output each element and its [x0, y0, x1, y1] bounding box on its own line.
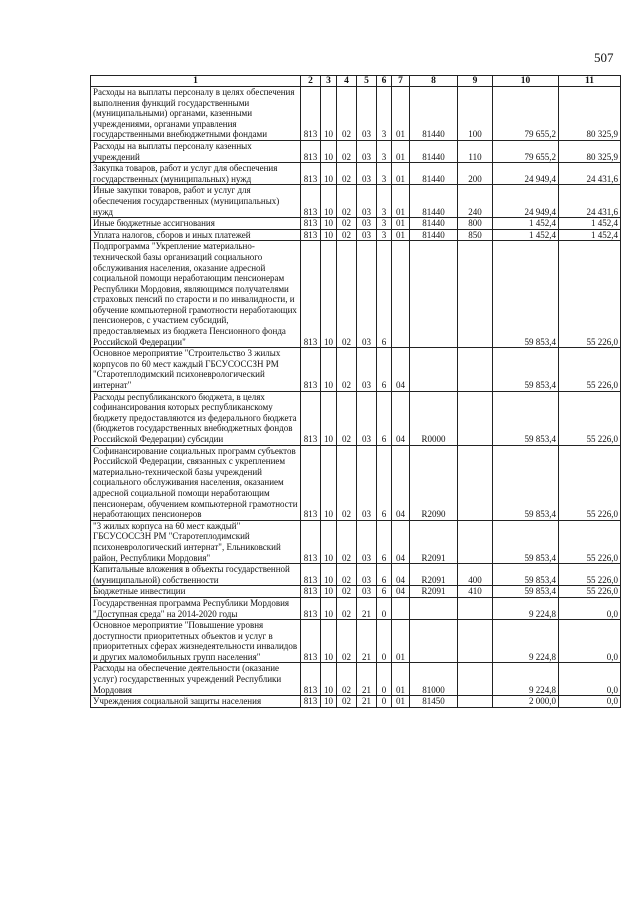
row-value-cell: 9 224,8 — [493, 663, 559, 696]
table-row — [91, 87, 621, 141]
row-value-cell: 813 — [301, 140, 321, 162]
row-value-cell: 03 — [357, 520, 377, 563]
budget-table — [90, 75, 621, 708]
table-row — [91, 391, 621, 445]
row-value-cell: 04 — [392, 564, 410, 586]
row-value-cell: 813 — [301, 696, 321, 708]
row-value-cell: 3 — [377, 163, 392, 185]
row-value-cell: 01 — [392, 140, 410, 162]
row-value-cell: 3 — [377, 140, 392, 162]
row-value-cell: 02 — [337, 218, 357, 230]
row-value-cell — [458, 696, 493, 708]
row-value-cell: 81440 — [410, 140, 458, 162]
row-value-cell: 813 — [301, 520, 321, 563]
row-value-cell: 9 224,8 — [493, 597, 559, 619]
row-value-cell: 813 — [301, 241, 321, 348]
row-value-cell: 10 — [321, 241, 337, 348]
row-value-cell: 24 949,4 — [493, 163, 559, 185]
row-value-cell: 24 431,6 — [559, 185, 621, 218]
table-row — [91, 140, 621, 162]
row-value-cell: 1 452,4 — [493, 229, 559, 241]
row-value-cell: 6 — [377, 564, 392, 586]
row-value-cell: 02 — [337, 163, 357, 185]
column-header: 1 — [91, 76, 301, 87]
row-value-cell: 813 — [301, 87, 321, 141]
table-row — [91, 564, 621, 586]
row-value-cell: 02 — [337, 229, 357, 241]
row-value-cell: 6 — [377, 445, 392, 520]
row-value-cell — [458, 348, 493, 391]
row-value-cell: 0 — [377, 597, 392, 619]
row-value-cell: 200 — [458, 163, 493, 185]
row-value-cell: 02 — [337, 564, 357, 586]
row-value-cell: 6 — [377, 391, 392, 445]
table-row — [91, 520, 621, 563]
row-value-cell: 813 — [301, 185, 321, 218]
row-value-cell: 55 226,0 — [559, 391, 621, 445]
row-name-cell: Иные бюджетные ассигнования — [91, 218, 301, 230]
table-row — [91, 163, 621, 185]
row-value-cell: 04 — [392, 348, 410, 391]
row-value-cell: 813 — [301, 663, 321, 696]
table-row — [91, 620, 621, 663]
row-value-cell: 55 226,0 — [559, 520, 621, 563]
row-name-cell: Государственная программа Республики Мордовия "Доступная среда" на 2014-2020 годы — [91, 597, 301, 619]
row-value-cell: 02 — [337, 391, 357, 445]
row-value-cell: 0 — [377, 620, 392, 663]
row-value-cell: 03 — [357, 229, 377, 241]
row-value-cell: 813 — [301, 229, 321, 241]
row-name-cell: Основное мероприятие "Строительство 3 жилых корпусов по 60 мест каждый ГБСУСОССЗН РМ "Старотеплодимский психоневрологический интернат" — [91, 348, 301, 391]
row-value-cell: 03 — [357, 87, 377, 141]
row-value-cell: 10 — [321, 229, 337, 241]
row-value-cell: 04 — [392, 445, 410, 520]
column-header: 3 — [321, 76, 337, 87]
row-value-cell: 81440 — [410, 87, 458, 141]
row-value-cell: 6 — [377, 586, 392, 598]
row-value-cell: 01 — [392, 185, 410, 218]
row-name-cell: Бюджетные инвестиции — [91, 586, 301, 598]
row-value-cell: 59 853,4 — [493, 348, 559, 391]
row-value-cell: 813 — [301, 163, 321, 185]
row-value-cell: R2091 — [410, 586, 458, 598]
table-row — [91, 445, 621, 520]
column-header: 5 — [357, 76, 377, 87]
table-header-row — [91, 76, 621, 87]
row-value-cell: 0,0 — [559, 620, 621, 663]
row-value-cell: 3 — [377, 218, 392, 230]
row-value-cell — [410, 241, 458, 348]
row-value-cell: 800 — [458, 218, 493, 230]
row-name-cell: Капитальные вложения в объекты государственной (муниципальной) собственности — [91, 564, 301, 586]
row-value-cell: 02 — [337, 620, 357, 663]
table-row — [91, 241, 621, 348]
row-name-cell: Софинансирование социальных программ субъектов Российской Федерации, связанных с укреплением материально-технической базы учреждений социального обслуживания населения, оказанием адресной социальной помощи неработающим пенсионерам, обучением компьютерной грамотности неработающих пенсионеров — [91, 445, 301, 520]
row-value-cell: 10 — [321, 564, 337, 586]
column-header: 2 — [301, 76, 321, 87]
row-name-cell: Иные закупки товаров, работ и услуг для обеспечения государственных (муниципальных) нужд — [91, 185, 301, 218]
row-value-cell: 59 853,4 — [493, 391, 559, 445]
row-value-cell: 0,0 — [559, 696, 621, 708]
row-value-cell: 01 — [392, 163, 410, 185]
row-value-cell: 03 — [357, 564, 377, 586]
row-value-cell: 03 — [357, 241, 377, 348]
table-row — [91, 696, 621, 708]
row-value-cell — [392, 597, 410, 619]
row-value-cell: 813 — [301, 586, 321, 598]
row-value-cell: 01 — [392, 229, 410, 241]
row-value-cell: 01 — [392, 696, 410, 708]
row-value-cell: 02 — [337, 586, 357, 598]
row-value-cell — [458, 241, 493, 348]
column-header: 8 — [410, 76, 458, 87]
row-value-cell: 400 — [458, 564, 493, 586]
row-value-cell — [458, 445, 493, 520]
row-value-cell: 10 — [321, 87, 337, 141]
row-value-cell: 81440 — [410, 185, 458, 218]
column-header: 6 — [377, 76, 392, 87]
row-value-cell: 59 853,4 — [493, 445, 559, 520]
row-value-cell: 03 — [357, 163, 377, 185]
row-value-cell: 10 — [321, 185, 337, 218]
row-value-cell: 6 — [377, 348, 392, 391]
row-name-cell: Расходы на выплаты персоналу казенных учреждений — [91, 140, 301, 162]
row-value-cell: 240 — [458, 185, 493, 218]
row-value-cell: 410 — [458, 586, 493, 598]
row-value-cell: 01 — [392, 218, 410, 230]
row-value-cell: 04 — [392, 520, 410, 563]
row-value-cell: 59 853,4 — [493, 564, 559, 586]
row-value-cell: 9 224,8 — [493, 620, 559, 663]
row-value-cell: R2091 — [410, 520, 458, 563]
row-value-cell: 10 — [321, 218, 337, 230]
row-value-cell: 55 226,0 — [559, 348, 621, 391]
row-value-cell: 02 — [337, 520, 357, 563]
row-value-cell: 03 — [357, 185, 377, 218]
row-value-cell: 6 — [377, 241, 392, 348]
row-value-cell: 24 431,6 — [559, 163, 621, 185]
row-value-cell: 04 — [392, 391, 410, 445]
table-row — [91, 229, 621, 241]
row-value-cell: 04 — [392, 586, 410, 598]
row-value-cell: 02 — [337, 597, 357, 619]
table-row — [91, 663, 621, 696]
row-value-cell: 01 — [392, 620, 410, 663]
row-value-cell: 813 — [301, 445, 321, 520]
row-value-cell: 3 — [377, 229, 392, 241]
row-value-cell: 79 655,2 — [493, 87, 559, 141]
row-value-cell: 0 — [377, 663, 392, 696]
row-value-cell: 03 — [357, 348, 377, 391]
row-value-cell: 10 — [321, 663, 337, 696]
row-value-cell: 81440 — [410, 229, 458, 241]
table-row — [91, 597, 621, 619]
row-name-cell: Расходы на выплаты персоналу в целях обеспечения выполнения функций государственными (муниципальными) органами, казенными учреждениями, органами управления государственными внебюджетными фондами — [91, 87, 301, 141]
row-name-cell: Основное мероприятие "Повышение уровня доступности приоритетных объектов и услуг в приоритетных сферах жизнедеятельности инвалидов и других маломобильных групп населения" — [91, 620, 301, 663]
row-value-cell: 59 853,4 — [493, 241, 559, 348]
row-value-cell: 850 — [458, 229, 493, 241]
row-value-cell: 79 655,2 — [493, 140, 559, 162]
row-value-cell: 02 — [337, 348, 357, 391]
row-value-cell: 24 949,4 — [493, 185, 559, 218]
row-value-cell — [392, 241, 410, 348]
row-value-cell — [458, 391, 493, 445]
row-value-cell — [458, 597, 493, 619]
row-value-cell: 21 — [357, 663, 377, 696]
row-value-cell: 100 — [458, 87, 493, 141]
row-value-cell: R2091 — [410, 564, 458, 586]
column-header: 4 — [337, 76, 357, 87]
column-header: 9 — [458, 76, 493, 87]
row-name-cell: Закупка товаров, работ и услуг для обеспечения государственных (муниципальных) нужд — [91, 163, 301, 185]
row-value-cell: 81450 — [410, 696, 458, 708]
row-value-cell: 0 — [377, 696, 392, 708]
row-value-cell: 110 — [458, 140, 493, 162]
row-value-cell: 10 — [321, 348, 337, 391]
row-value-cell: 02 — [337, 140, 357, 162]
row-value-cell: 3 — [377, 185, 392, 218]
row-value-cell: 80 325,9 — [559, 87, 621, 141]
row-value-cell: 10 — [321, 140, 337, 162]
row-value-cell: 6 — [377, 520, 392, 563]
row-value-cell — [410, 597, 458, 619]
row-name-cell: Уплата налогов, сборов и иных платежей — [91, 229, 301, 241]
row-value-cell — [458, 620, 493, 663]
row-value-cell: 2 000,0 — [493, 696, 559, 708]
row-value-cell: 55 226,0 — [559, 586, 621, 598]
row-value-cell: 01 — [392, 663, 410, 696]
row-value-cell: 813 — [301, 348, 321, 391]
row-value-cell: 1 452,4 — [559, 218, 621, 230]
page-number: 507 — [594, 50, 614, 65]
row-value-cell: 59 853,4 — [493, 520, 559, 563]
table-row — [91, 348, 621, 391]
row-name-cell: Расходы на обеспечение деятельности (оказание услуг) государственных учреждений Республики Мордовия — [91, 663, 301, 696]
row-name-cell: Расходы республиканского бюджета, в целях софинансирования которых республиканскому бюджету предоставляются из федерального бюджета (бюджетов государственных внебюджетных фондов Российской Федерации) субсидии — [91, 391, 301, 445]
row-value-cell: 03 — [357, 445, 377, 520]
row-value-cell: 10 — [321, 620, 337, 663]
row-value-cell: 10 — [321, 696, 337, 708]
row-value-cell: 81440 — [410, 218, 458, 230]
row-value-cell: 02 — [337, 241, 357, 348]
row-value-cell: 01 — [392, 87, 410, 141]
row-value-cell — [458, 663, 493, 696]
row-value-cell: 813 — [301, 391, 321, 445]
row-value-cell: 10 — [321, 391, 337, 445]
row-value-cell: 03 — [357, 140, 377, 162]
row-value-cell: 81440 — [410, 163, 458, 185]
row-value-cell: 10 — [321, 520, 337, 563]
row-value-cell: 1 452,4 — [559, 229, 621, 241]
row-value-cell: 3 — [377, 87, 392, 141]
row-value-cell: R0000 — [410, 391, 458, 445]
row-value-cell: 21 — [357, 696, 377, 708]
row-value-cell: 0,0 — [559, 597, 621, 619]
row-value-cell: R2090 — [410, 445, 458, 520]
row-name-cell: Подпрограмма "Укрепление материально-технической базы организаций социального обслуживания населения, оказание адресной социальной помощи неработающим пенсионерам Республики Мордовия, являющимся получателями страховых пенсий по старости и по инвалидности, и обучение компьютерной грамотности неработающих пенсионеров, с участием субсидий, предоставляемых из бюджета Пенсионного фонда Российской Федерации" — [91, 241, 301, 348]
row-value-cell: 813 — [301, 564, 321, 586]
row-value-cell: 55 226,0 — [559, 445, 621, 520]
table-row — [91, 218, 621, 230]
row-value-cell: 55 226,0 — [559, 241, 621, 348]
column-header: 7 — [392, 76, 410, 87]
row-value-cell: 02 — [337, 663, 357, 696]
row-value-cell — [458, 520, 493, 563]
row-value-cell: 02 — [337, 185, 357, 218]
table-row — [91, 586, 621, 598]
row-value-cell: 02 — [337, 445, 357, 520]
row-value-cell: 03 — [357, 586, 377, 598]
row-value-cell — [410, 348, 458, 391]
row-value-cell: 10 — [321, 163, 337, 185]
row-value-cell: 10 — [321, 597, 337, 619]
table-body — [91, 76, 621, 708]
column-header: 11 — [559, 76, 621, 87]
column-header: 10 — [493, 76, 559, 87]
row-value-cell: 03 — [357, 218, 377, 230]
row-value-cell: 55 226,0 — [559, 564, 621, 586]
row-name-cell: Учреждения социальной защиты населения — [91, 696, 301, 708]
row-value-cell: 02 — [337, 87, 357, 141]
row-value-cell: 03 — [357, 391, 377, 445]
row-value-cell: 813 — [301, 620, 321, 663]
row-value-cell: 813 — [301, 218, 321, 230]
row-value-cell: 1 452,4 — [493, 218, 559, 230]
row-value-cell: 02 — [337, 696, 357, 708]
row-value-cell: 21 — [357, 597, 377, 619]
row-value-cell: 59 853,4 — [493, 586, 559, 598]
row-value-cell: 81000 — [410, 663, 458, 696]
table-row — [91, 185, 621, 218]
row-value-cell: 10 — [321, 445, 337, 520]
row-value-cell — [410, 620, 458, 663]
row-value-cell: 80 325,9 — [559, 140, 621, 162]
row-value-cell: 813 — [301, 597, 321, 619]
row-value-cell: 21 — [357, 620, 377, 663]
row-value-cell: 0,0 — [559, 663, 621, 696]
row-value-cell: 10 — [321, 586, 337, 598]
row-name-cell: "3 жилых корпуса на 60 мест каждый" ГБСУСОССЗН РМ "Старотеплодимский психоневрологический интернат", Ельниковский район, Республики Мордовия" — [91, 520, 301, 563]
